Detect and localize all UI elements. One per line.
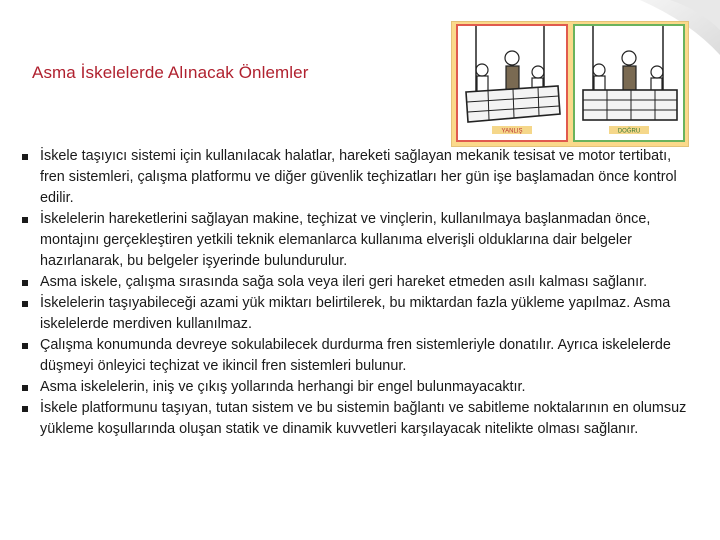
- square-bullet-icon: [22, 301, 28, 307]
- incorrect-label: YANLIŞ: [501, 128, 523, 135]
- list-item: [22, 293, 690, 335]
- correct-label: DOĞRU: [617, 128, 641, 135]
- incorrect-example-panel: [456, 24, 568, 142]
- safety-illustration: [451, 21, 689, 147]
- bullet-text: Çalışma konumunda devreye sokulabilecek durdurma fren sistemleriyle donatılır. Ayrıca iskelelerde düşmeyi önleyici teçhizat ve ikincil fren sistemleri bulunur.: [40, 337, 671, 374]
- square-bullet-icon: [22, 154, 28, 160]
- list-item: [22, 398, 690, 440]
- bullet-text: İskelelerin taşıyabileceği azami yük miktarı belirtilerek, bu miktardan fazla yükleme yapılmaz. Asma iskelelerde merdiven kullanılmaz.: [40, 295, 671, 332]
- square-bullet-icon: [22, 406, 28, 412]
- bullet-text: Asma iskele, çalışma sırasında sağa sola veya ileri geri hareket etmeden asılı kalması sağlanır.: [40, 274, 648, 290]
- square-bullet-icon: [22, 385, 28, 391]
- list-item: [22, 377, 690, 398]
- bullet-text: İskelelerin hareketlerini sağlayan makine, teçhizat ve vinçlerin, kullanılmaya başlanmadan önce, montajını gerçekleştiren yetkili teknik elemanlarca kullanıma elverişli olduklarına dair belgeler hazırlanarak, bu belgeler işyerinde bulundurulur.: [40, 211, 651, 269]
- list-item: [22, 335, 690, 377]
- page-title: Asma İskelelerde Alınacak Önlemler: [32, 63, 309, 82]
- list-item: [22, 272, 690, 293]
- bullet-text: İskele taşıyıcı sistemi için kullanılacak halatlar, hareketi sağlayan mekanik tesisat ve motor tertibatı, fren sistemleri, çalışma platformu ve diğer güvenlik teçhizatları her gün işe başlamadan önce kontrol edilir.: [40, 148, 677, 206]
- bullet-list: [22, 146, 690, 440]
- correct-example-panel: [573, 24, 685, 142]
- bullet-text: Asma iskelelerin, iniş ve çıkış yollarında herhangi bir engel bulunmayacaktır.: [40, 379, 526, 395]
- square-bullet-icon: [22, 217, 28, 223]
- square-bullet-icon: [22, 280, 28, 286]
- list-item: [22, 209, 690, 272]
- list-item: [22, 146, 690, 209]
- square-bullet-icon: [22, 343, 28, 349]
- bullet-text: İskele platformunu taşıyan, tutan sistem ve bu sistemin bağlantı ve sabitleme noktalarının en olumsuz yükleme koşullarında oluşan statik ve dinamik kuvvetleri karşılayacak nitelikte olması sağlanır.: [40, 400, 687, 437]
